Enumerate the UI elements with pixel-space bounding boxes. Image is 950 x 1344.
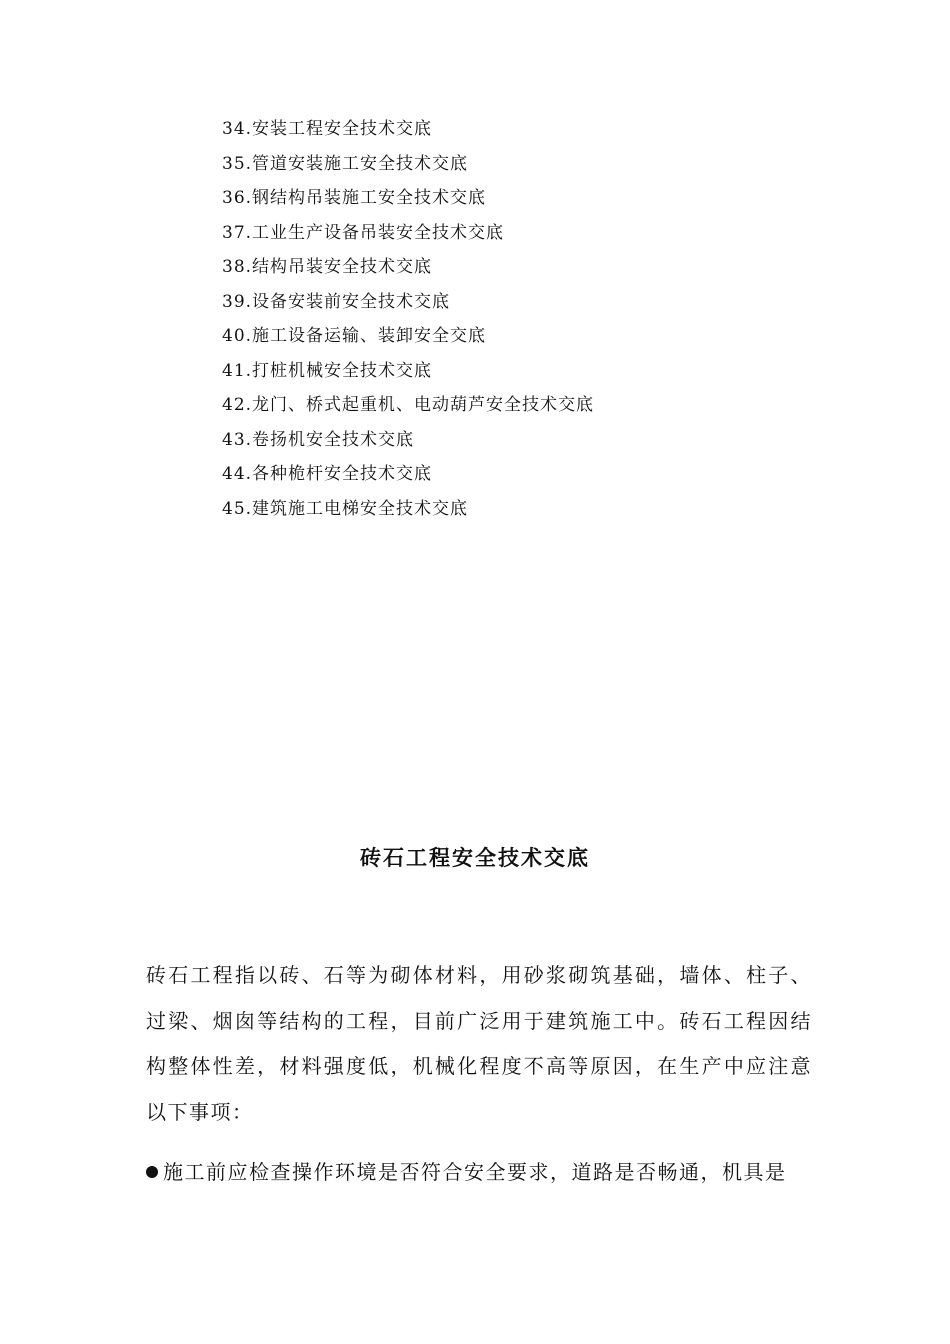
toc-item: 38.结构吊装安全技术交底 (222, 257, 433, 277)
toc-item: 40.施工设备运输、装卸安全交底 (222, 326, 487, 346)
toc-item: 43.卷扬机安全技术交底 (222, 429, 415, 450)
intro-paragraph: 砖石工程指以砖、石等为砌体材料，用砂浆砌筑基础，墙体、柱子、过梁、烟囱等结构的工程，目前广泛用于建筑施工中。砖石工程因结构整体性差，材料强度低，机械化程度不高等原因，在生产中应注意以下事项： (146, 963, 812, 1124)
toc-item: 42.龙门、桥式起重机、电动葫芦安全技术交底 (222, 395, 595, 415)
toc-item: 45.建筑施工电梯安全技术交底 (222, 498, 469, 519)
toc-item: 35.管道安装施工安全技术交底 (222, 153, 469, 174)
toc-item: 39.设备安装前安全技术交底 (222, 291, 451, 312)
toc-item: 44.各种桅杆安全技术交底 (222, 464, 433, 484)
bullet-dot-icon (146, 1166, 158, 1178)
toc-item: 37.工业生产设备吊装安全技术交底 (222, 222, 505, 243)
bullet-item (146, 1150, 812, 1195)
toc-list (222, 115, 594, 529)
toc-item: 34.安装工程安全技术交底 (222, 119, 433, 139)
toc-item: 36.钢结构吊装施工安全技术交底 (222, 188, 487, 208)
section-title: 砖石工程安全技术交底 (360, 845, 590, 870)
bullet-text: 施工前应检查操作环境是否符合安全要求，道路是否畅通，机具是 (163, 1160, 787, 1184)
toc-item: 41.打桩机械安全技术交底 (222, 360, 433, 381)
